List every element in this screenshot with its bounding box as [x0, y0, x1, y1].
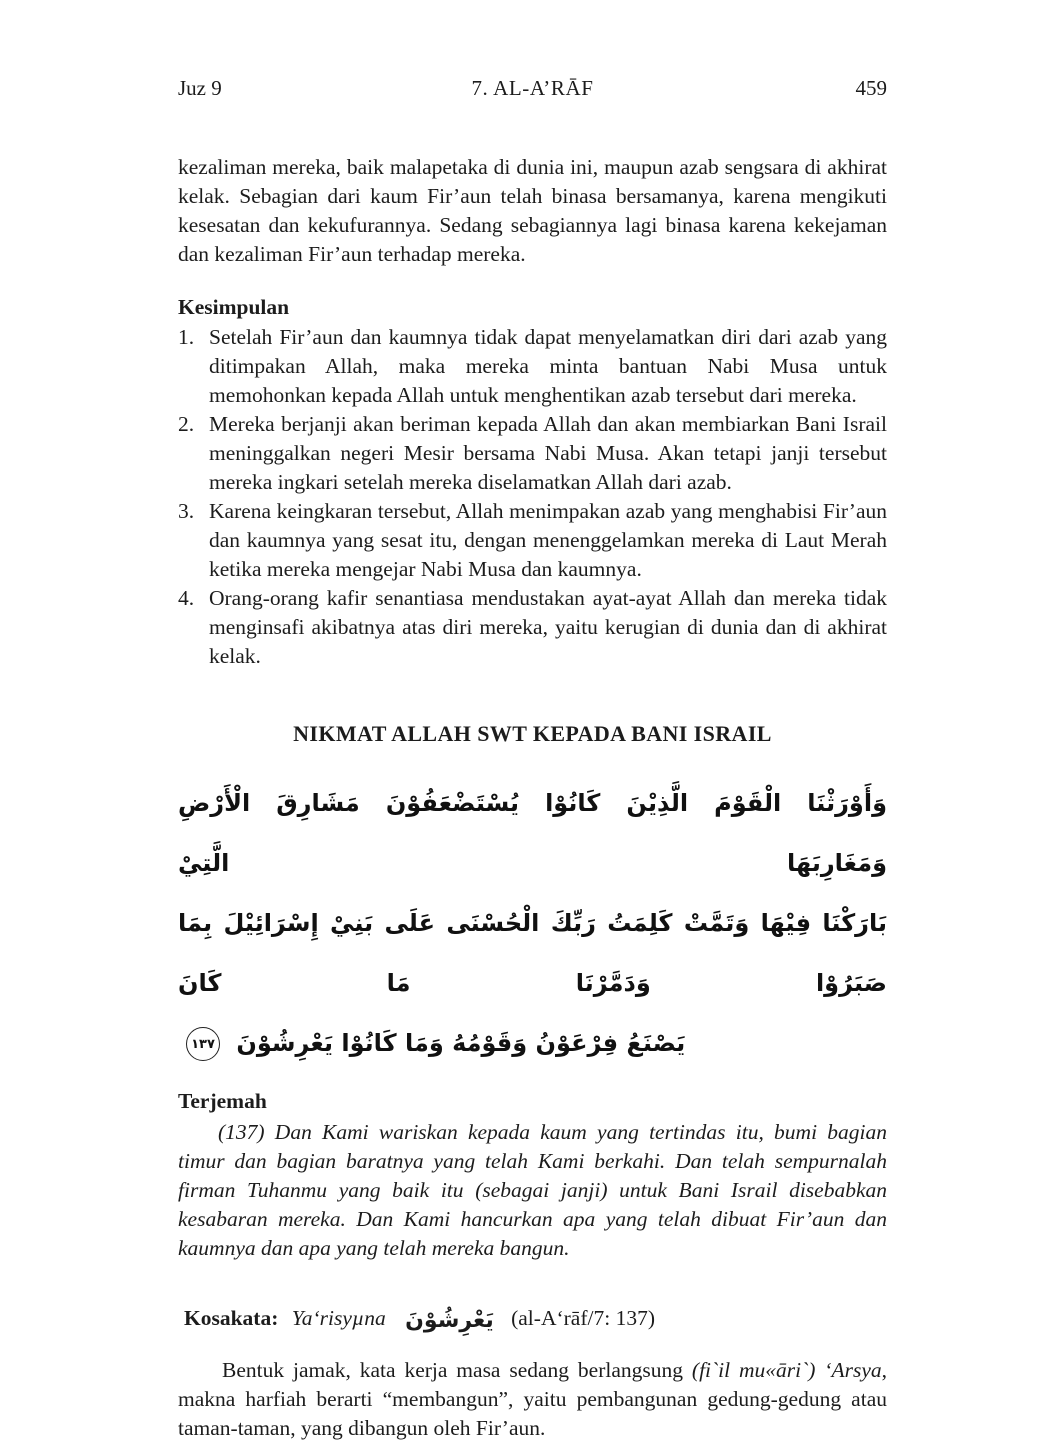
- kosakata-line: [178, 1301, 887, 1338]
- list-item-text: Orang-orang kafir senantiasa mendustakan ayat-ayat Allah dan mereka tidak menginsafi akibatnya atas diri mereka, yaitu kerugian di dunia dan di akhirat kelak.: [209, 586, 887, 668]
- list-item-text: Mereka berjanji akan beriman kepada Allah dan akan membiarkan Bani Israil meninggalkan negeri Mesir bersama Nabi Musa. Akan tetapi janji tersebut mereka ingkari setelah mereka diselamatkan Allah dari azab.: [209, 412, 887, 494]
- list-item-number: 1.: [178, 325, 195, 349]
- kesimpulan-heading: Kesimpulan: [178, 295, 290, 319]
- page-header: [178, 76, 887, 101]
- list-item-number: 2.: [178, 412, 195, 436]
- list-item: [178, 584, 887, 671]
- kosakata-paragraph-part3: , makna harfiah berarti “membangun”, yaitu pembangunan gedung-gedung atau taman-taman, yang dibangun oleh Fir’aun.: [178, 1358, 888, 1440]
- list-item-text: Setelah Fir’aun dan kaumnya tidak dapat menyelamatkan diri dari azab yang ditimpakan Allah, maka mereka minta bantuan Nabi Musa untuk memohonkan kepada Allah untuk menghentikan azab tersebut dari mereka.: [209, 325, 887, 407]
- quran-verse-line: وَأَوْرَثْنَا الْقَوْمَ الَّذِيْنَ كَانُوْا يُسْتَضْعَفُوْنَ مَشَارِقَ الْأَرْضِ وَمَغَارِبَهَا الَّتِيْ: [178, 789, 887, 877]
- quran-verse-line-text: يَصْنَعُ فِرْعَوْنُ وَقَوْمُهُ وَمَا كَانُوْا يَعْرِشُوْنَ: [236, 1029, 686, 1057]
- list-item: [178, 497, 887, 584]
- kosakata-paragraph-italic: (fi`il mu«āri`) ‘Arsya: [691, 1358, 882, 1382]
- quran-verse-line: بَارَكْنَا فِيْهَا وَتَمَّتْ كَلِمَتُ رَبِّكَ الْحُسْنَى عَلَى بَنِيْ إِسْرَائِيْلَ بِمَا صَبَرُوْا وَدَمَّرْنَا مَا كَانَ: [178, 909, 887, 997]
- kesimpulan-list: [178, 323, 887, 671]
- list-item: [178, 410, 887, 497]
- quran-verse-line: [178, 1013, 887, 1073]
- header-juz: Juz 9: [178, 76, 222, 100]
- header-surah-title: 7. AL-A’RĀF: [471, 76, 594, 100]
- kosakata-paragraph-part1: Bentuk jamak, kata kerja masa sedang berlangsung: [222, 1358, 692, 1382]
- header-page-number: 459: [855, 76, 887, 100]
- quran-verse-block: [178, 773, 887, 1073]
- list-item: [178, 323, 887, 410]
- kosakata-reference: (al-A‘rāf/7: 137): [511, 1306, 655, 1330]
- kosakata-term: Ya‘risyµna: [291, 1306, 386, 1330]
- section-title: NIKMAT ALLAH SWT KEPADA BANI ISRAIL: [293, 721, 772, 746]
- kosakata-paragraph: [178, 1356, 887, 1443]
- list-item-text: Karena keingkaran tersebut, Allah menimpakan azab yang menghabisi Fir’aun dan kaumnya yang sesat itu, dengan menenggelamkan mereka di Laut Merah ketika mereka mengejar Nabi Musa dan kaumnya.: [209, 499, 887, 581]
- list-item-number: 3.: [178, 499, 195, 523]
- kosakata-term-arabic: يَعْرِشُوْنَ: [405, 1308, 494, 1333]
- ayah-number-badge: ١٣٧: [186, 1027, 220, 1061]
- intro-paragraph: kezaliman mereka, baik malapetaka di dunia ini, maupun azab sengsara di akhirat kelak. Sebagian dari kaum Fir’aun telah binasa bersamanya, karena mengikuti kesesatan dan kekufurannya. Sedang sebagiannya lagi binasa karena kekejaman dan kezaliman Fir’aun terhadap mereka.: [178, 155, 887, 266]
- terjemah-heading: Terjemah: [178, 1089, 267, 1113]
- terjemah-text: (137) Dan Kami wariskan kepada kaum yang tertindas itu, bumi bagian timur dan bagian baratnya yang telah Kami berkahi. Dan telah sempurnalah firman Tuhanmu yang baik itu (sebagai janji) untuk Bani Israil disebabkan kesabaran mereka. Dan Kami hancurkan apa yang telah dibuat Fir’aun dan kaumnya dan apa yang telah mereka bangun.: [178, 1120, 887, 1260]
- kosakata-label: Kosakata:: [184, 1306, 279, 1330]
- list-item-number: 4.: [178, 586, 195, 610]
